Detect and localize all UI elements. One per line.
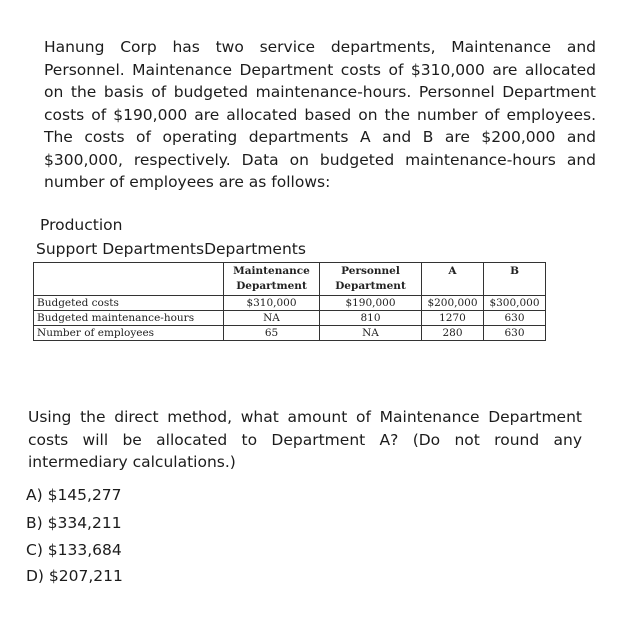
table-cell: $300,000	[484, 296, 546, 311]
table-cell: NA	[320, 326, 422, 341]
support-departments-label: Support DepartmentsDepartments	[36, 240, 306, 258]
table-header-cell	[34, 263, 224, 296]
table-header-cell: A	[422, 263, 484, 296]
table-cell: 280	[422, 326, 484, 341]
answer-option-d[interactable]: D) $207,211	[26, 567, 123, 585]
table-cell: $200,000	[422, 296, 484, 311]
row-label: Number of employees	[34, 326, 224, 341]
table-cell: 1270	[422, 311, 484, 326]
answer-option-b[interactable]: B) $334,211	[26, 514, 122, 532]
table-row	[34, 311, 546, 326]
table-header-cell: B	[484, 263, 546, 296]
table-header-cell: Maintenance Department	[224, 263, 320, 296]
row-label: Budgeted maintenance-hours	[34, 311, 224, 326]
table-cell: 630	[484, 311, 546, 326]
table-row	[34, 326, 546, 341]
problem-statement: Hanung Corp has two service departments, Maintenance and Personnel. Maintenance Department costs of $310,000 are allocated on the basis of budgeted maintenance-hours. Personnel Department costs of $190,000 are allocated based on the number of employees. The costs of operating departments A and B are $200,000 and $300,000, respectively. Data on budgeted maintenance-hours and number of employees are as follows:	[44, 38, 596, 191]
table-header-cell: Personnel Department	[320, 263, 422, 296]
table-row	[34, 296, 546, 311]
table-cell: 65	[224, 326, 320, 341]
table-cell: $190,000	[320, 296, 422, 311]
row-label: Budgeted costs	[34, 296, 224, 311]
table-cell: $310,000	[224, 296, 320, 311]
production-label: Production	[40, 216, 123, 234]
table-cell: 810	[320, 311, 422, 326]
department-data-table	[33, 262, 546, 341]
table-cell: NA	[224, 311, 320, 326]
table-header-row	[34, 263, 546, 296]
answer-option-a[interactable]: A) $145,277	[26, 486, 122, 504]
question-text: Using the direct method, what amount of Maintenance Department costs will be allocated to Department A? (Do not round any intermediary calculations.)	[28, 408, 582, 471]
answer-option-c[interactable]: C) $133,684	[26, 541, 122, 559]
table-cell: 630	[484, 326, 546, 341]
